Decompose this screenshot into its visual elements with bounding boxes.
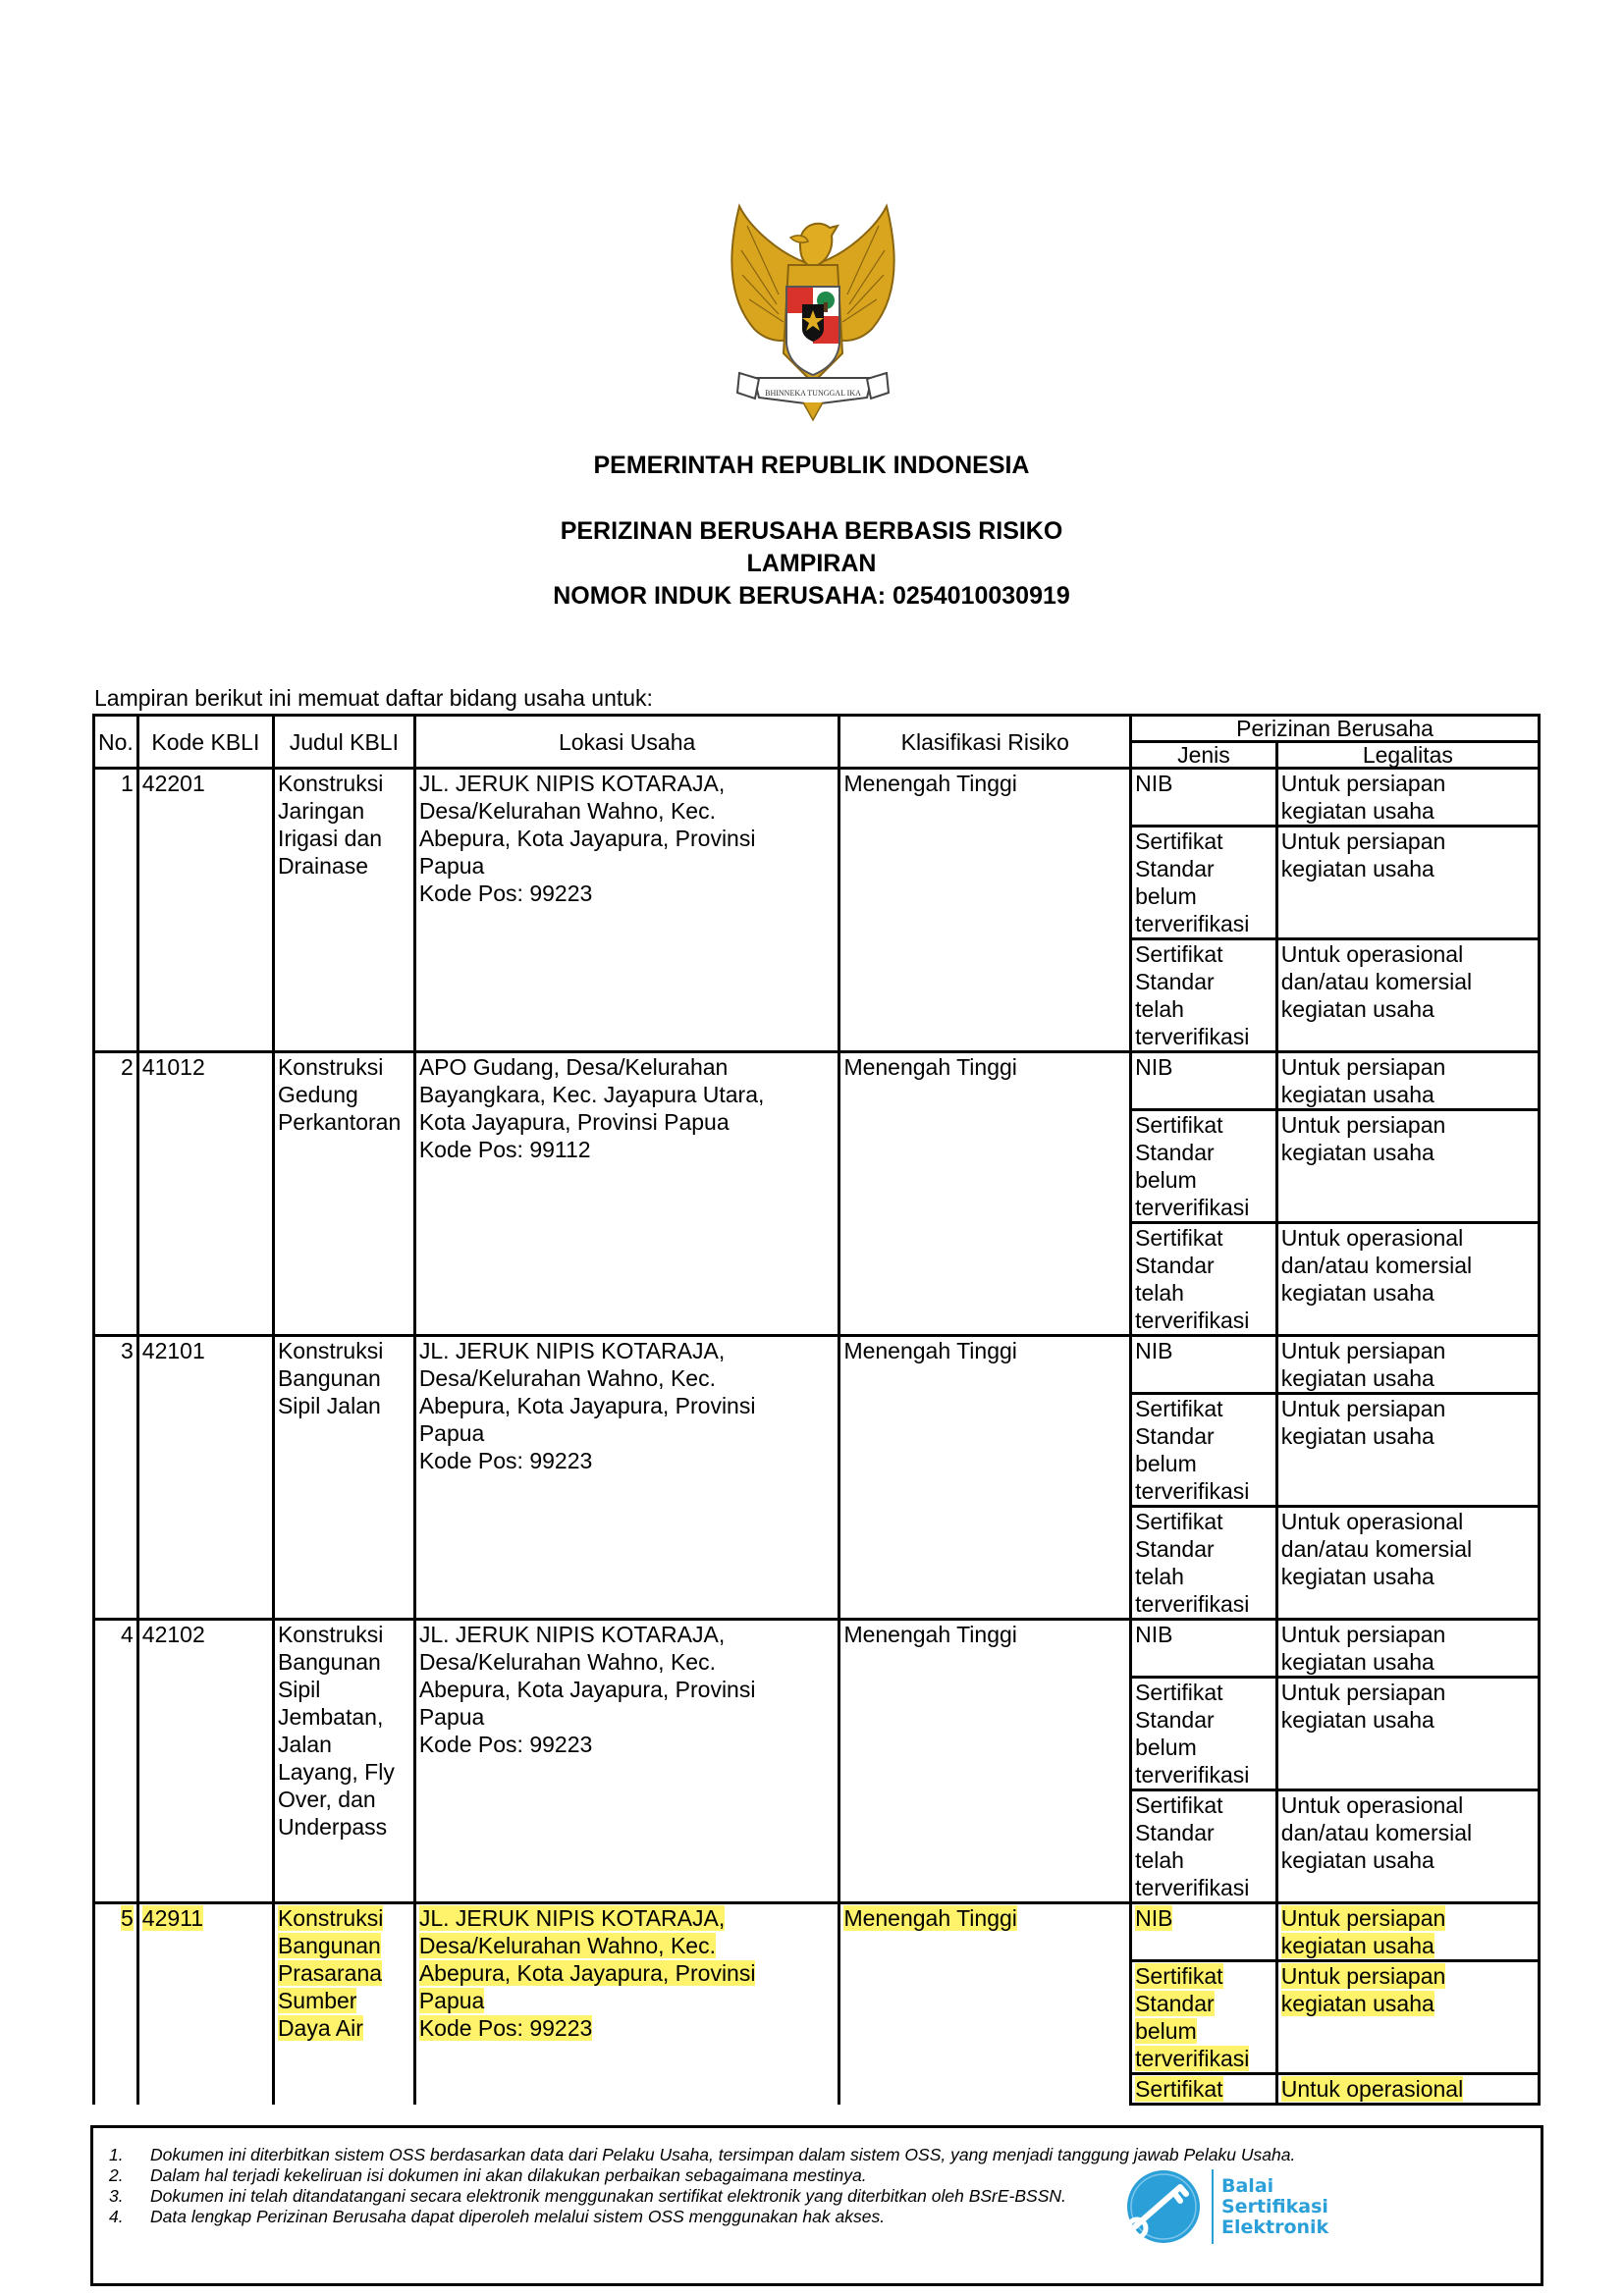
legalitas-cell-line: kegiatan usaha	[1280, 1564, 1434, 1589]
legalitas-cell-line: Untuk persiapan	[1280, 1054, 1446, 1080]
nib-number: NOMOR INDUK BERUSAHA: 0254010030919	[553, 582, 1070, 610]
footer-note-number: 4.	[109, 2207, 124, 2226]
judul-kbli-cell-line: Layang, Fly	[277, 1759, 395, 1785]
klasifikasi-risiko-cell-line: Menengah Tinggi	[843, 771, 1017, 796]
jenis-cell-line: NIB	[1135, 1338, 1173, 1363]
klasifikasi-risiko-cell	[839, 1620, 1131, 1903]
judul-kbli-cell-line: Jalan	[277, 1732, 332, 1757]
lokasi-usaha-cell-line: Desa/Kelurahan Wahno, Kec.	[418, 1365, 716, 1391]
klasifikasi-risiko-cell	[839, 1336, 1131, 1620]
jenis-cell-line: terverifikasi	[1135, 2046, 1250, 2071]
legalitas-cell-line: kegiatan usaha	[1280, 1423, 1434, 1449]
kode-kbli-cell-line: 42102	[141, 1622, 205, 1647]
jenis-cell	[1131, 2074, 1277, 2105]
lokasi-usaha-cell-line: Kota Jayapura, Provinsi Papua	[418, 1109, 730, 1135]
jenis-cell	[1131, 827, 1277, 939]
table-row	[94, 1052, 1540, 1110]
legalitas-cell-line: kegiatan usaha	[1280, 996, 1434, 1022]
header-jenis: Jenis	[1131, 742, 1277, 769]
kode-kbli-cell	[137, 1052, 273, 1336]
jenis-cell-line: Standar	[1135, 1707, 1215, 1733]
legalitas-cell-line: Untuk operasional	[1280, 1509, 1464, 1534]
judul-kbli-cell-line: Konstruksi	[277, 1338, 384, 1363]
lokasi-usaha-cell-line: Kode Pos: 99223	[418, 1448, 593, 1473]
judul-kbli-cell-line: Gedung	[277, 1082, 358, 1107]
header-klasifikasi-risiko: Klasifikasi Risiko	[839, 716, 1131, 769]
jenis-cell	[1131, 1110, 1277, 1223]
government-title: PEMERINTAH REPUBLIK INDONESIA	[593, 452, 1030, 479]
klasifikasi-risiko-cell-line: Menengah Tinggi	[843, 1622, 1017, 1647]
jenis-cell-line: Sertifikat	[1135, 828, 1223, 854]
legalitas-cell-line: Untuk persiapan	[1280, 1112, 1446, 1138]
lokasi-usaha-cell-line: JL. JERUK NIPIS KOTARAJA,	[418, 1622, 726, 1647]
footer-note-text: Dokumen ini telah ditandatangani secara elektronik menggunakan sertifikat elektronik yang diterbitkan oleh BSrE-BSSN.	[150, 2186, 1066, 2206]
footer-note-text: Data lengkap Perizinan Berusaha dapat diperoleh melalui sistem OSS menggunakan hak akses.	[150, 2207, 886, 2226]
legalitas-cell-line: kegiatan usaha	[1280, 1140, 1434, 1165]
lokasi-usaha-cell-line: JL. JERUK NIPIS KOTARAJA,	[418, 1905, 726, 1931]
footer-note-text: Dalam hal terjadi kekeliruan isi dokumen ini akan dilakukan perbaikan sebagaimana mestinya.	[150, 2165, 867, 2185]
header-no: No.	[94, 716, 138, 769]
jenis-cell	[1131, 769, 1277, 827]
lokasi-usaha-cell-line: Kode Pos: 99223	[418, 2015, 593, 2041]
legalitas-cell-line: kegiatan usaha	[1280, 1649, 1434, 1675]
legalitas-cell-line: Untuk persiapan	[1280, 771, 1446, 796]
jenis-cell-line: Standar	[1135, 1423, 1215, 1449]
jenis-cell	[1131, 939, 1277, 1052]
legalitas-cell-line: kegiatan usaha	[1280, 1991, 1434, 2016]
legalitas-cell-line: Untuk operasional	[1280, 1792, 1464, 1818]
lokasi-usaha-cell-line: JL. JERUK NIPIS KOTARAJA,	[418, 1338, 726, 1363]
table-row	[94, 769, 1540, 827]
legalitas-cell	[1276, 1394, 1539, 1507]
lokasi-usaha-cell-line: Abepura, Kota Jayapura, Provinsi	[418, 1393, 756, 1418]
jenis-cell-line: NIB	[1135, 771, 1173, 796]
jenis-cell-line: terverifikasi	[1135, 1024, 1250, 1049]
lokasi-usaha-cell-line: Desa/Kelurahan Wahno, Kec.	[418, 1933, 716, 1958]
lokasi-usaha-cell-line: Kode Pos: 99223	[418, 881, 593, 906]
jenis-cell-line: terverifikasi	[1135, 1308, 1250, 1333]
jenis-cell-line: Sertifikat	[1135, 1792, 1223, 1818]
judul-kbli-cell-line: Underpass	[277, 1814, 388, 1840]
lokasi-usaha-cell	[414, 1052, 839, 1336]
legalitas-cell-line: Untuk persiapan	[1280, 1680, 1446, 1705]
jenis-cell	[1131, 1223, 1277, 1336]
legalitas-cell-line: Untuk operasional	[1280, 941, 1464, 967]
legalitas-cell-line: kegiatan usaha	[1280, 1280, 1434, 1306]
judul-kbli-cell-line: Sipil Jalan	[277, 1393, 381, 1418]
table-row	[94, 1620, 1540, 1678]
jenis-cell-line: Sertifikat	[1135, 1112, 1223, 1138]
judul-kbli-cell-line: Drainase	[277, 853, 368, 879]
emblem-motto: BHINNEKA TUNGGAL IKA	[765, 389, 861, 398]
jenis-cell-line: terverifikasi	[1135, 1478, 1250, 1504]
intro-text: Lampiran berikut ini memuat daftar bidang usaha untuk:	[94, 685, 653, 711]
document-subtitle: LAMPIRAN	[746, 550, 877, 577]
bsre-line-3: Elektronik	[1221, 2216, 1329, 2238]
judul-kbli-cell	[273, 1336, 414, 1620]
jenis-cell-line: telah	[1135, 1280, 1184, 1306]
no-cell-line: 5	[121, 1905, 134, 1931]
jenis-cell-line: Sertifikat	[1135, 941, 1223, 967]
jenis-cell-line: belum	[1135, 1735, 1197, 1760]
no-cell-line: 2	[121, 1054, 134, 1080]
jenis-cell	[1131, 1790, 1277, 1903]
klasifikasi-risiko-cell	[839, 769, 1131, 1052]
judul-kbli-cell-line: Jaringan	[277, 798, 365, 824]
legalitas-cell	[1276, 1336, 1539, 1394]
business-fields-table	[92, 714, 1541, 2106]
kode-kbli-cell	[137, 1903, 273, 2105]
jenis-cell-line: belum	[1135, 1451, 1197, 1476]
jenis-cell-line: Sertifikat	[1135, 1963, 1223, 1989]
judul-kbli-cell	[273, 769, 414, 1052]
kode-kbli-cell	[137, 769, 273, 1052]
legalitas-cell	[1276, 1223, 1539, 1336]
legalitas-cell-line: dan/atau komersial	[1280, 1253, 1473, 1278]
document-title-block	[0, 515, 1623, 613]
legalitas-cell-line: kegiatan usaha	[1280, 1365, 1434, 1391]
jenis-cell-line: terverifikasi	[1135, 1875, 1250, 1900]
kode-kbli-cell-line: 41012	[141, 1054, 205, 1080]
kode-kbli-cell	[137, 1620, 273, 1903]
jenis-cell-line: terverifikasi	[1135, 911, 1250, 936]
jenis-cell-line: NIB	[1135, 1054, 1173, 1080]
no-cell-line: 4	[121, 1622, 134, 1647]
judul-kbli-cell-line: Bangunan	[277, 1365, 381, 1391]
jenis-cell-line: Standar	[1135, 969, 1215, 994]
judul-kbli-cell	[273, 1052, 414, 1336]
legalitas-cell-line: kegiatan usaha	[1280, 1847, 1434, 1873]
legalitas-cell-line: dan/atau komersial	[1280, 1536, 1473, 1562]
legalitas-cell	[1276, 1507, 1539, 1620]
footer-note-number: 1.	[109, 2145, 124, 2164]
klasifikasi-risiko-cell	[839, 1903, 1131, 2105]
jenis-cell	[1131, 1336, 1277, 1394]
document-title: PERIZINAN BERUSAHA BERBASIS RISIKO	[560, 517, 1063, 545]
jenis-cell-line: terverifikasi	[1135, 1195, 1250, 1220]
table-row	[94, 1903, 1540, 1961]
judul-kbli-cell-line: Over, dan	[277, 1787, 376, 1812]
legalitas-cell	[1276, 1678, 1539, 1790]
kode-kbli-cell-line: 42911	[141, 1905, 204, 1931]
no-cell	[94, 1336, 138, 1620]
jenis-cell	[1131, 1620, 1277, 1678]
jenis-cell	[1131, 1394, 1277, 1507]
judul-kbli-cell-line: Irigasi dan	[277, 826, 383, 851]
lokasi-usaha-cell	[414, 1620, 839, 1903]
jenis-cell-line: telah	[1135, 996, 1184, 1022]
kode-kbli-cell-line: 42101	[141, 1338, 205, 1363]
judul-kbli-cell	[273, 1903, 414, 2105]
judul-kbli-cell	[273, 1620, 414, 1903]
legalitas-cell-line: Untuk operasional	[1280, 1225, 1464, 1251]
legalitas-cell	[1276, 1790, 1539, 1903]
jenis-cell-line: NIB	[1135, 1622, 1173, 1647]
jenis-cell-line: Sertifikat	[1135, 2076, 1223, 2102]
footer-note-text: Dokumen ini diterbitkan sistem OSS berdasarkan data dari Pelaku Usaha, tersimpan dalam sistem OSS, yang menjadi tanggung jawab Pelaku Usaha.	[150, 2145, 1296, 2164]
bsre-line-1: Balai	[1221, 2175, 1274, 2197]
judul-kbli-cell-line: Prasarana	[277, 1960, 383, 1986]
header-legalitas: Legalitas	[1276, 742, 1539, 769]
judul-kbli-cell-line: Bangunan	[277, 1649, 381, 1675]
no-cell-line: 1	[121, 771, 134, 796]
legalitas-cell	[1276, 769, 1539, 827]
no-cell	[94, 769, 138, 1052]
header-kode-kbli: Kode KBLI	[137, 716, 273, 769]
legalitas-cell	[1276, 827, 1539, 939]
garuda-emblem-icon	[710, 196, 916, 427]
legalitas-cell-line: Untuk persiapan	[1280, 1905, 1446, 1931]
kode-kbli-cell	[137, 1336, 273, 1620]
no-cell	[94, 1052, 138, 1336]
jenis-cell-line: Sertifikat	[1135, 1225, 1223, 1251]
klasifikasi-risiko-cell-line: Menengah Tinggi	[843, 1054, 1017, 1080]
jenis-cell-line: NIB	[1135, 1905, 1173, 1931]
lokasi-usaha-cell-line: Kode Pos: 99223	[418, 1732, 593, 1757]
judul-kbli-cell-line: Sipil	[277, 1677, 321, 1702]
lokasi-usaha-cell-line: Abepura, Kota Jayapura, Provinsi	[418, 1960, 756, 1986]
legalitas-cell-line: kegiatan usaha	[1280, 1933, 1434, 1958]
lokasi-usaha-cell-line: Papua	[418, 1988, 485, 2013]
no-cell	[94, 1903, 138, 2105]
kode-kbli-cell-line: 42201	[141, 771, 205, 796]
lokasi-usaha-cell-line: Desa/Kelurahan Wahno, Kec.	[418, 798, 716, 824]
jenis-cell-line: Sertifikat	[1135, 1680, 1223, 1705]
judul-kbli-cell-line: Konstruksi	[277, 1622, 384, 1647]
jenis-cell-line: Standar	[1135, 1140, 1215, 1165]
jenis-cell-line: Standar	[1135, 1991, 1215, 2016]
judul-kbli-cell-line: Sumber	[277, 1988, 357, 2013]
footer-notes-box	[90, 2125, 1543, 2286]
lokasi-usaha-cell-line: Desa/Kelurahan Wahno, Kec.	[418, 1649, 716, 1675]
legalitas-cell-line: Untuk persiapan	[1280, 1622, 1446, 1647]
jenis-cell-line: Standar	[1135, 1820, 1215, 1845]
key-icon	[1127, 2170, 1200, 2243]
jenis-cell-line: Sertifikat	[1135, 1396, 1223, 1421]
jenis-cell-line: Sertifikat	[1135, 1509, 1223, 1534]
jenis-cell-line: telah	[1135, 1564, 1184, 1589]
legalitas-cell	[1276, 1110, 1539, 1223]
jenis-cell-line: terverifikasi	[1135, 1591, 1250, 1617]
lokasi-usaha-cell-line: Abepura, Kota Jayapura, Provinsi	[418, 826, 756, 851]
lokasi-usaha-cell-line: APO Gudang, Desa/Kelurahan	[418, 1054, 729, 1080]
legalitas-cell	[1276, 2074, 1539, 2105]
legalitas-cell-line: kegiatan usaha	[1280, 1082, 1434, 1107]
jenis-cell-line: belum	[1135, 1167, 1197, 1193]
lokasi-usaha-cell-line: Papua	[418, 853, 485, 879]
lokasi-usaha-cell	[414, 1336, 839, 1620]
footer-note-number: 2.	[109, 2165, 124, 2185]
lokasi-usaha-cell-line: Bayangkara, Kec. Jayapura Utara,	[418, 1082, 765, 1107]
footer-note-number: 3.	[109, 2186, 124, 2206]
table-body	[94, 769, 1540, 2105]
judul-kbli-cell-line: Konstruksi	[277, 1905, 384, 1931]
lokasi-usaha-cell	[414, 769, 839, 1052]
legalitas-cell	[1276, 939, 1539, 1052]
judul-kbli-cell-line: Perkantoran	[277, 1109, 402, 1135]
judul-kbli-cell-line: Jembatan,	[277, 1704, 384, 1730]
jenis-cell-line: Standar	[1135, 1536, 1215, 1562]
jenis-cell-line: telah	[1135, 1847, 1184, 1873]
lokasi-usaha-cell	[414, 1903, 839, 2105]
table-header-row	[94, 716, 1540, 742]
legalitas-cell-line: dan/atau komersial	[1280, 969, 1473, 994]
legalitas-cell-line: kegiatan usaha	[1280, 1707, 1434, 1733]
no-cell	[94, 1620, 138, 1903]
header-lokasi-usaha: Lokasi Usaha	[414, 716, 839, 769]
jenis-cell	[1131, 1961, 1277, 2074]
legalitas-cell	[1276, 1052, 1539, 1110]
jenis-cell-line: belum	[1135, 883, 1197, 909]
jenis-cell	[1131, 1678, 1277, 1790]
legalitas-cell-line: Untuk persiapan	[1280, 828, 1446, 854]
jenis-cell	[1131, 1903, 1277, 1961]
lokasi-usaha-cell-line: Abepura, Kota Jayapura, Provinsi	[418, 1677, 756, 1702]
jenis-cell-line: terverifikasi	[1135, 1762, 1250, 1788]
klasifikasi-risiko-cell-line: Menengah Tinggi	[843, 1905, 1017, 1931]
klasifikasi-risiko-cell	[839, 1052, 1131, 1336]
legalitas-cell	[1276, 1903, 1539, 1961]
header-perizinan-berusaha: Perizinan Berusaha	[1131, 716, 1540, 742]
lokasi-usaha-cell-line: Papua	[418, 1420, 485, 1446]
judul-kbli-cell-line: Konstruksi	[277, 1054, 384, 1080]
legalitas-cell-line: Untuk persiapan	[1280, 1963, 1446, 1989]
table-row	[94, 1336, 1540, 1394]
legalitas-cell-line: kegiatan usaha	[1280, 856, 1434, 881]
judul-kbli-cell-line: Konstruksi	[277, 771, 384, 796]
legalitas-cell-line: dan/atau komersial	[1280, 1820, 1473, 1845]
legalitas-cell	[1276, 1620, 1539, 1678]
no-cell-line: 3	[121, 1338, 134, 1363]
lokasi-usaha-cell-line: Kode Pos: 99112	[418, 1137, 591, 1162]
bsre-logo	[1119, 2158, 1345, 2256]
klasifikasi-risiko-cell-line: Menengah Tinggi	[843, 1338, 1017, 1363]
jenis-cell	[1131, 1507, 1277, 1620]
legalitas-cell-line: Untuk persiapan	[1280, 1396, 1446, 1421]
jenis-cell-line: Standar	[1135, 856, 1215, 881]
judul-kbli-cell-line: Bangunan	[277, 1933, 381, 1958]
lokasi-usaha-cell-line: Papua	[418, 1704, 485, 1730]
legalitas-cell-line: Untuk operasional	[1280, 2076, 1464, 2102]
bsre-line-2: Sertifikasi	[1221, 2196, 1328, 2217]
jenis-cell-line: belum	[1135, 2018, 1197, 2044]
jenis-cell-line: Standar	[1135, 1253, 1215, 1278]
judul-kbli-cell-line: Daya Air	[277, 2015, 363, 2041]
legalitas-cell-line: Untuk persiapan	[1280, 1338, 1446, 1363]
header-judul-kbli: Judul KBLI	[273, 716, 414, 769]
lokasi-usaha-cell-line: JL. JERUK NIPIS KOTARAJA,	[418, 771, 726, 796]
jenis-cell	[1131, 1052, 1277, 1110]
legalitas-cell	[1276, 1961, 1539, 2074]
legalitas-cell-line: kegiatan usaha	[1280, 798, 1434, 824]
